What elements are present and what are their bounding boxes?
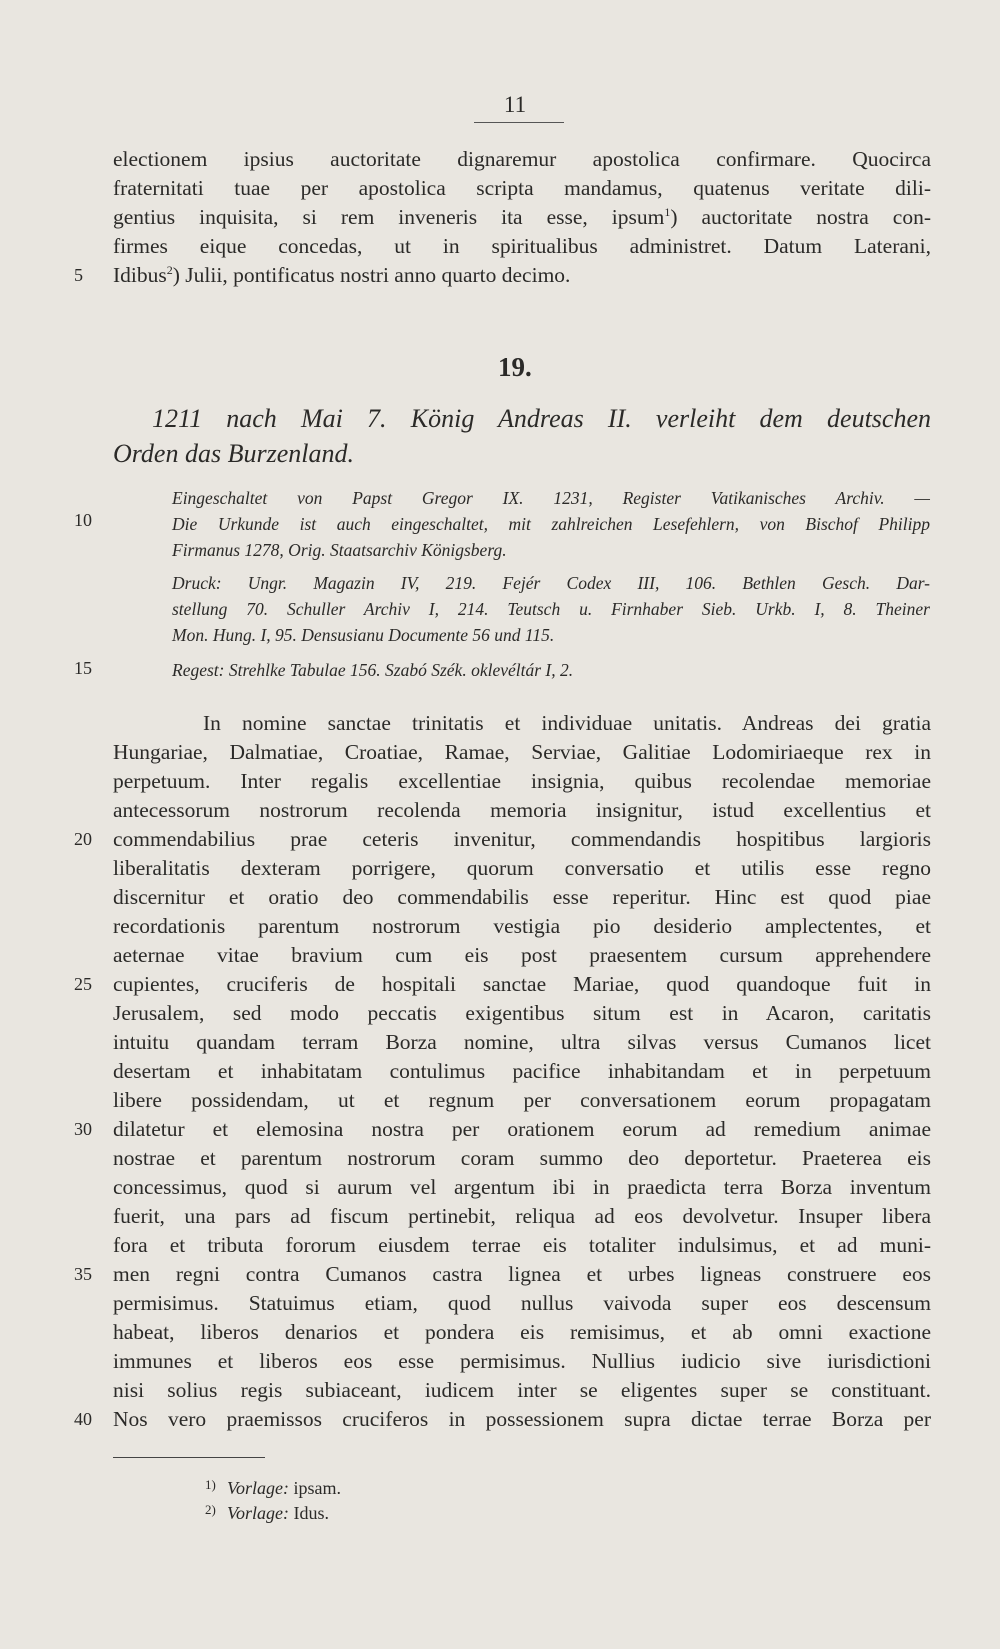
footnote-text: Idus. — [293, 1503, 329, 1523]
footnote-mark: 1) — [205, 1477, 216, 1492]
source-note: Die Urkunde ist auch eingeschaltet, mit zahlreichen Lesefehlern, von Bischof Philipp — [172, 514, 930, 534]
margin-line-number: 30 — [74, 1119, 92, 1139]
print-note: stellung 70. Schuller Archiv I, 214. Teutsch u. Firnhaber Sieb. Urkb. I, 8. Theiner — [172, 599, 930, 619]
print-note: Druck: Ungr. Magazin IV, 219. Fejér Codex III, 106. Bethlen Gesch. Dar- — [172, 573, 930, 593]
charter-line: Jerusalem, sed modo peccatis exigentibus situm est in Acaron, caritatis — [113, 1001, 931, 1025]
intro-line — [113, 203, 931, 232]
charter-line: concessimus, quod si aurum vel argentum ibi in praedicta terra Borza inventum — [113, 1175, 931, 1199]
charter-line: permisimus. Statuimus etiam, quod nullus vaivoda super eos descensum — [113, 1291, 931, 1315]
charter-line: nostrae et parentum nostrorum coram summo deo deportetur. Praeterea eis — [113, 1146, 931, 1170]
charter-line: Nos vero praemissos cruciferos in possessionem supra dictae terrae Borza per — [113, 1407, 931, 1431]
intro-line: electionem ipsius auctoritate dignaremur apostolica confirmare. Quocirca — [113, 147, 931, 171]
charter-line: immunes et liberos eos esse permisimus. Nullius iudicio sive iurisdictioni — [113, 1349, 931, 1373]
footnote-mark: 2) — [205, 1502, 216, 1517]
margin-line-number: 25 — [74, 974, 92, 994]
charter-line: recordationis parentum nostrorum vestigia pio desiderio amplectentes, et — [113, 914, 931, 938]
margin-line-number: 10 — [74, 510, 92, 530]
charter-line: discernitur et oratio deo commendabilis esse reperitur. Hinc est quod piae — [113, 885, 931, 909]
margin-line-number: 5 — [74, 265, 83, 285]
charter-line: men regni contra Cumanos castra lignea et urbes ligneas construere eos — [113, 1262, 931, 1286]
intro-line-text: ) auctoritate nostra con- — [670, 205, 931, 229]
charter-line: fuerit, una pars ad fiscum pertinebit, reliqua ad eos devolvetur. Insuper libera — [113, 1204, 931, 1228]
intro-line — [113, 261, 931, 290]
charter-line: nisi solius regis subiaceant, iudicem inter se eligentes super se constituant. — [113, 1378, 931, 1402]
document-heading: Orden das Burzenland. — [113, 439, 354, 468]
document-number: 19. — [498, 352, 532, 382]
charter-line: antecessorum nostrorum recolenda memoria insignitur, istud excellentius et — [113, 798, 931, 822]
footnote-rule — [113, 1457, 265, 1458]
source-note: Eingeschaltet von Papst Gregor IX. 1231, Register Vatikanisches Archiv. — — [172, 488, 930, 508]
margin-line-number: 35 — [74, 1264, 92, 1284]
charter-line: cupientes, cruciferis de hospitali sanctae Mariae, quod quandoque fuit in — [113, 972, 931, 996]
charter-line: intuitu quandam terram Borza nomine, ultra silvas versus Cumanos licet — [113, 1030, 931, 1054]
intro-line: fraternitati tuae per apostolica scripta mandamus, quatenus veritate dili- — [113, 176, 931, 200]
footnote-text: ipsam. — [293, 1478, 341, 1498]
footnote-label: Vorlage: — [227, 1478, 289, 1498]
document-heading: 1211 nach Mai 7. König Andreas II. verleiht dem deutschen — [152, 404, 931, 433]
source-note: Firmanus 1278, Orig. Staatsarchiv Königsberg. — [172, 540, 507, 560]
print-note: Mon. Hung. I, 95. Densusianu Documente 56 und 115. — [172, 625, 555, 645]
charter-line: commendabilius prae ceteris invenitur, commendandis hospitibus largioris — [113, 827, 931, 851]
regest-note: Regest: Strehlke Tabulae 156. Szabó Szék. oklevéltár I, 2. — [172, 660, 574, 680]
intro-line-text: Idibus — [113, 263, 167, 287]
charter-line: In nomine sanctae trinitatis et individuae unitatis. Andreas dei gratia — [203, 711, 931, 735]
charter-line: desertam et inhabitatam contulimus pacifice inhabitandam et in perpetuum — [113, 1059, 931, 1083]
charter-line: Hungariae, Dalmatiae, Croatiae, Ramae, Serviae, Galitiae Lodomiriaeque rex in — [113, 740, 931, 764]
charter-line: libere possidendam, ut et regnum per conversationem eorum propagatam — [113, 1088, 931, 1112]
footnote — [205, 1498, 329, 1525]
charter-line: habeat, liberos denarios et pondera eis remisimus, et ab omni exactione — [113, 1320, 931, 1344]
charter-line: aeternae vitae bravium cum eis post praesentem cursum apprehendere — [113, 943, 931, 967]
intro-line-text: gentius inquisita, si rem inveneris ita esse, ipsum — [113, 205, 665, 229]
intro-line-text: ) Julii, pontificatus nostri anno quarto decimo. — [172, 263, 571, 287]
charter-line: dilatetur et elemosina nostra per orationem eorum ad remedium animae — [113, 1117, 931, 1141]
footnote-label: Vorlage: — [227, 1503, 289, 1523]
footnote — [205, 1473, 341, 1500]
charter-line: fora et tributa fororum eiusdem terrae eis totaliter indulsimus, et ad muni- — [113, 1233, 931, 1257]
margin-line-number: 40 — [74, 1409, 92, 1429]
charter-line: perpetuum. Inter regalis excellentiae insignia, quibus recolendae memoriae — [113, 769, 931, 793]
footnote-ref: 1 — [664, 204, 671, 219]
margin-line-number: 15 — [74, 658, 92, 678]
page-number: 11 — [503, 92, 527, 117]
margin-line-number: 20 — [74, 829, 92, 849]
footnote-ref: 2 — [166, 262, 173, 277]
intro-line: firmes eique concedas, ut in spiritualibus administret. Datum Laterani, — [113, 234, 931, 258]
charter-line: liberalitatis dexteram porrigere, quorum conversatio et utilis esse regno — [113, 856, 931, 880]
page-number-rule — [474, 122, 564, 123]
